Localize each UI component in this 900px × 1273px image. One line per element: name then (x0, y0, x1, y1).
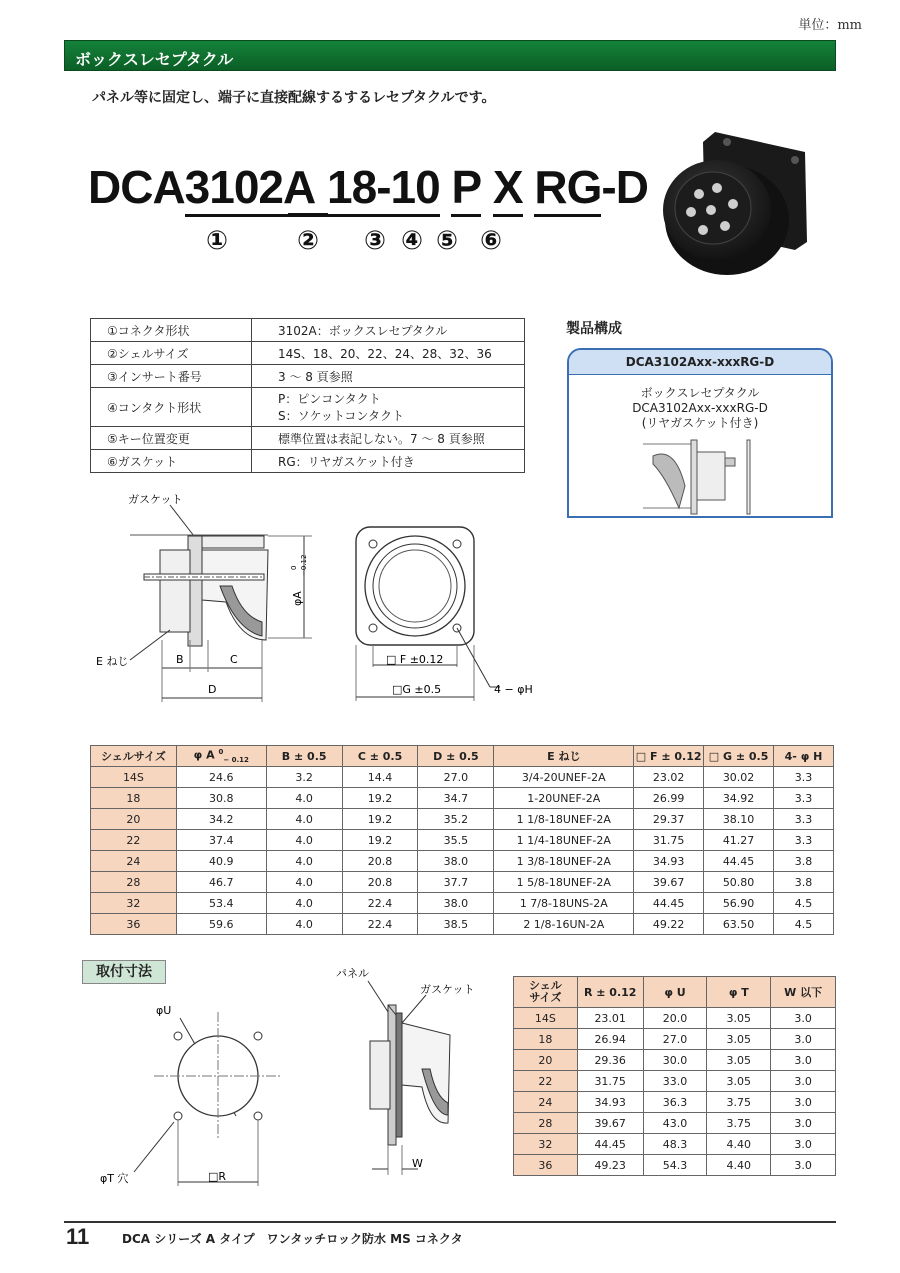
table-row (514, 1134, 836, 1155)
col-header (514, 977, 578, 1008)
table-cell: 43.0 (643, 1113, 707, 1134)
col-header: □ G ± 0.5 (704, 746, 774, 767)
phiU-label: φU (156, 1004, 172, 1017)
table-cell: 3.0 (771, 1092, 836, 1113)
unit-label: 単位：mm (798, 18, 862, 33)
table-cell: 46.7 (176, 872, 266, 893)
mount-table (513, 976, 836, 1176)
table-cell: 38.0 (418, 851, 494, 872)
table-row (91, 851, 834, 872)
table-cell: 35.5 (418, 830, 494, 851)
table-cell: 1-20UNEF-2A (494, 788, 634, 809)
table-cell: 38.10 (704, 809, 774, 830)
table-row (514, 1029, 836, 1050)
r-label: □R (208, 1170, 227, 1183)
spec-table (90, 318, 525, 473)
c-label: C (230, 653, 238, 666)
table-cell: 30.8 (176, 788, 266, 809)
product-line: (リヤガスケット付き) (641, 416, 759, 430)
spec-key: ③インサート番号 (91, 365, 252, 388)
table-cell: 23.02 (634, 767, 704, 788)
mount-title: 取付寸法 (82, 960, 166, 984)
spec-value-line: S：ソケットコンタクト (278, 409, 404, 423)
table-cell: 4.0 (266, 809, 342, 830)
table-cell: 19.2 (342, 809, 418, 830)
table-cell: 3.0 (771, 1071, 836, 1092)
footer-series: DCA シリーズ A タイプ ワンタッチロック防水 MS コネクタ (122, 1232, 463, 1246)
product-sketch (635, 436, 765, 516)
table-cell: 31.75 (634, 830, 704, 851)
page-number: 11 (66, 1224, 90, 1249)
row-header-cell: 28 (514, 1113, 578, 1134)
table-row (91, 788, 834, 809)
table-row (91, 830, 834, 851)
table-cell: 3.2 (266, 767, 342, 788)
col-header: φ U (643, 977, 707, 1008)
side-view-drawing (90, 490, 340, 710)
table-cell: 41.27 (704, 830, 774, 851)
table-cell: 44.45 (704, 851, 774, 872)
table-cell: 39.67 (634, 872, 704, 893)
dimension-table-body (91, 767, 834, 935)
table-cell: 22.4 (342, 893, 418, 914)
table-cell: 27.0 (643, 1029, 707, 1050)
col-header: φ T (707, 977, 771, 1008)
spec-key: ⑥ガスケット (91, 450, 252, 473)
model-part-2: 18 (327, 160, 376, 217)
table-cell: 44.45 (577, 1134, 643, 1155)
table-cell: 3.3 (774, 830, 834, 851)
spec-value: 標準位置は表記しない。7 ～ 8 頁参照 (252, 427, 525, 450)
col-header: D ± 0.5 (418, 746, 494, 767)
model-part-4: P (451, 160, 481, 217)
table-cell: 3/4-20UNEF-2A (494, 767, 634, 788)
spec-value (252, 388, 525, 427)
spec-key: ④コンタクト形状 (91, 388, 252, 427)
table-header-row (514, 977, 836, 1008)
row-header-cell: 36 (514, 1155, 578, 1176)
marker-5: ⑤ (436, 226, 459, 256)
table-row (514, 1071, 836, 1092)
gasket-label: ガスケット (128, 493, 183, 506)
table-cell: 3.0 (771, 1029, 836, 1050)
table-row (91, 342, 525, 365)
table-row (91, 365, 525, 388)
banner-title: ボックスレセプタクル (75, 50, 234, 69)
f-label: □ F ±0.12 (386, 653, 444, 666)
mount-section-drawing (330, 965, 480, 1180)
table-cell: 14.4 (342, 767, 418, 788)
col-header: □ F ± 0.12 (634, 746, 704, 767)
table-cell: 19.2 (342, 788, 418, 809)
table-cell: 3.0 (771, 1155, 836, 1176)
col-header: R ± 0.12 (577, 977, 643, 1008)
table-cell: 20.8 (342, 872, 418, 893)
table-cell: 3.75 (707, 1092, 771, 1113)
table-cell: 49.22 (634, 914, 704, 935)
model-part-5: X (493, 160, 523, 217)
w-label: W (412, 1157, 423, 1170)
product-config-text (569, 386, 831, 431)
table-row (91, 872, 834, 893)
table-row (91, 450, 525, 473)
table-cell: 56.90 (704, 893, 774, 914)
spec-value-line: P：ピンコンタクト (278, 392, 381, 406)
table-cell: 4.0 (266, 872, 342, 893)
table-cell: 30.02 (704, 767, 774, 788)
row-header-cell: 24 (91, 851, 177, 872)
table-header-row (91, 746, 834, 767)
col-header: 4- φ H (774, 746, 834, 767)
table-cell: 54.3 (643, 1155, 707, 1176)
table-cell: 3.8 (774, 851, 834, 872)
table-cell: 4.5 (774, 914, 834, 935)
row-header-cell: 18 (91, 788, 177, 809)
phiA-tol-dn: −0.12 (300, 554, 308, 576)
table-cell: 3.0 (771, 1008, 836, 1029)
table-cell: 23.01 (577, 1008, 643, 1029)
table-cell: 24.6 (176, 767, 266, 788)
model-prefix: DCA (88, 161, 185, 213)
table-cell: 53.4 (176, 893, 266, 914)
model-part-1: 3102A (185, 160, 316, 217)
panel-label: パネル (336, 967, 369, 980)
table-cell: 37.7 (418, 872, 494, 893)
row-header-cell: 20 (514, 1050, 578, 1071)
d-label: D (208, 683, 217, 696)
h-label: 4 − φH (494, 683, 533, 696)
table-cell: 63.50 (704, 914, 774, 935)
spec-value: 14S、18、20、22、24、28、32、36 (252, 342, 525, 365)
table-cell: 1 1/4-18UNEF-2A (494, 830, 634, 851)
table-cell: 29.36 (577, 1050, 643, 1071)
table-cell: 34.2 (176, 809, 266, 830)
table-cell: 4.0 (266, 914, 342, 935)
spec-key: ⑤キー位置変更 (91, 427, 252, 450)
table-cell: 40.9 (176, 851, 266, 872)
tol-up: 0 (218, 748, 224, 757)
mount-cutout-drawing (90, 990, 290, 1190)
table-cell: 4.5 (774, 893, 834, 914)
row-header-cell: 28 (91, 872, 177, 893)
phiT-label: φT 穴 (100, 1172, 129, 1185)
col-header: E ねじ (494, 746, 634, 767)
table-cell: 3.05 (707, 1029, 771, 1050)
table-cell: 3.05 (707, 1008, 771, 1029)
product-photo (655, 122, 825, 287)
table-cell: 1 5/8-18UNEF-2A (494, 872, 634, 893)
row-header-cell: 32 (514, 1134, 578, 1155)
table-cell: 3.0 (771, 1113, 836, 1134)
product-config-title: 製品構成 (566, 321, 622, 337)
table-cell: 4.0 (266, 830, 342, 851)
table-cell: 27.0 (418, 767, 494, 788)
product-line: DCA3102Axx-xxxRG-D (632, 401, 768, 415)
table-row (91, 427, 525, 450)
table-row (514, 1092, 836, 1113)
row-header-cell: 24 (514, 1092, 578, 1113)
marker-3: ③ (364, 226, 387, 256)
table-cell: 20.0 (643, 1008, 707, 1029)
table-cell: 1 7/8-18UNS-2A (494, 893, 634, 914)
col-header: C ± 0.5 (342, 746, 418, 767)
table-cell: 34.93 (577, 1092, 643, 1113)
marker-1: ① (206, 226, 229, 256)
table-cell: 4.0 (266, 851, 342, 872)
spec-key: ②シェルサイズ (91, 342, 252, 365)
marker-4: ④ (401, 226, 424, 256)
table-row (91, 388, 525, 427)
table-row (514, 1113, 836, 1134)
gasket-label-2: ガスケット (420, 983, 475, 996)
table-cell: 30.0 (643, 1050, 707, 1071)
table-cell: 1 3/8-18UNEF-2A (494, 851, 634, 872)
tol-down: − 0.12 (223, 755, 249, 764)
table-cell: 2 1/8-16UN-2A (494, 914, 634, 935)
col-header: W 以下 (771, 977, 836, 1008)
table-row (91, 809, 834, 830)
model-number (88, 160, 648, 217)
table-row (514, 1008, 836, 1029)
table-cell: 37.4 (176, 830, 266, 851)
table-cell: 4.0 (266, 893, 342, 914)
spec-key: ①コネクタ形状 (91, 319, 252, 342)
col-header-line: サイズ (529, 991, 562, 1004)
col-header-text: φ A (193, 748, 215, 762)
spec-value: RG：リヤガスケット付き (252, 450, 525, 473)
table-cell: 22.4 (342, 914, 418, 935)
spec-value: 3102A：ボックスレセプタクル (252, 319, 525, 342)
table-cell: 38.5 (418, 914, 494, 935)
mount-table-body (514, 1008, 836, 1176)
front-view-drawing (340, 515, 550, 715)
table-cell: 3.3 (774, 767, 834, 788)
table-cell: 19.2 (342, 830, 418, 851)
table-cell: 34.93 (634, 851, 704, 872)
g-label: □G ±0.5 (392, 683, 442, 696)
footer-rule (64, 1221, 836, 1223)
table-cell: 50.80 (704, 872, 774, 893)
table-cell: 34.92 (704, 788, 774, 809)
phiA-label: φA (291, 591, 304, 606)
row-header-cell: 18 (514, 1029, 578, 1050)
col-header-line: シェル (529, 979, 562, 992)
table-cell: 4.0 (266, 788, 342, 809)
table-cell: 3.75 (707, 1113, 771, 1134)
table-row (91, 767, 834, 788)
table-cell: 36.3 (643, 1092, 707, 1113)
table-cell: 35.2 (418, 809, 494, 830)
row-header-cell: 14S (514, 1008, 578, 1029)
table-cell: 49.23 (577, 1155, 643, 1176)
section-banner (64, 40, 836, 71)
table-cell: 3.05 (707, 1050, 771, 1071)
table-cell: 33.0 (643, 1071, 707, 1092)
table-cell: 44.45 (634, 893, 704, 914)
intro-text: パネル等に固定し、端子に直接配線するするレセプタクルです。 (92, 90, 496, 106)
table-cell: 34.7 (418, 788, 494, 809)
table-cell: 20.8 (342, 851, 418, 872)
table-cell: 38.0 (418, 893, 494, 914)
table-cell: 4.40 (707, 1134, 771, 1155)
table-cell: 31.75 (577, 1071, 643, 1092)
table-row (91, 914, 834, 935)
table-cell: 3.0 (771, 1050, 836, 1071)
table-row (91, 319, 525, 342)
row-header-cell: 14S (91, 767, 177, 788)
col-header (176, 746, 266, 767)
row-header-cell: 20 (91, 809, 177, 830)
col-header: シェルサイズ (91, 746, 177, 767)
model-part-3: -10 (376, 160, 439, 217)
table-cell: 1 1/8-18UNEF-2A (494, 809, 634, 830)
table-cell: 4.40 (707, 1155, 771, 1176)
table-row (514, 1155, 836, 1176)
table-cell: 3.05 (707, 1071, 771, 1092)
model-part-7: -D (601, 161, 648, 213)
marker-6: ⑥ (480, 226, 503, 256)
table-cell: 29.37 (634, 809, 704, 830)
shell-size-underline (288, 213, 328, 217)
row-header-cell: 36 (91, 914, 177, 935)
col-header: B ± 0.5 (266, 746, 342, 767)
row-header-cell: 32 (91, 893, 177, 914)
table-cell: 3.3 (774, 809, 834, 830)
table-cell: 48.3 (643, 1134, 707, 1155)
model-part-6: RG (534, 160, 601, 217)
table-cell: 3.3 (774, 788, 834, 809)
table-cell: 26.99 (634, 788, 704, 809)
table-cell: 59.6 (176, 914, 266, 935)
row-header-cell: 22 (91, 830, 177, 851)
table-row (514, 1050, 836, 1071)
row-header-cell: 22 (514, 1071, 578, 1092)
spec-value: 3 ～ 8 頁参照 (252, 365, 525, 388)
table-cell: 3.8 (774, 872, 834, 893)
e-thread-label: E ねじ (96, 655, 129, 668)
marker-2: ② (297, 226, 320, 256)
table-cell: 39.67 (577, 1113, 643, 1134)
dimension-table (90, 745, 834, 935)
table-cell: 3.0 (771, 1134, 836, 1155)
phiA-tol-up: 0 (290, 565, 298, 570)
product-config-box (567, 348, 833, 518)
table-row (91, 893, 834, 914)
b-label: B (176, 653, 184, 666)
table-cell: 26.94 (577, 1029, 643, 1050)
product-config-header: DCA3102Axx-xxxRG-D (569, 350, 831, 375)
product-line: ボックスレセプタクル (640, 386, 760, 400)
